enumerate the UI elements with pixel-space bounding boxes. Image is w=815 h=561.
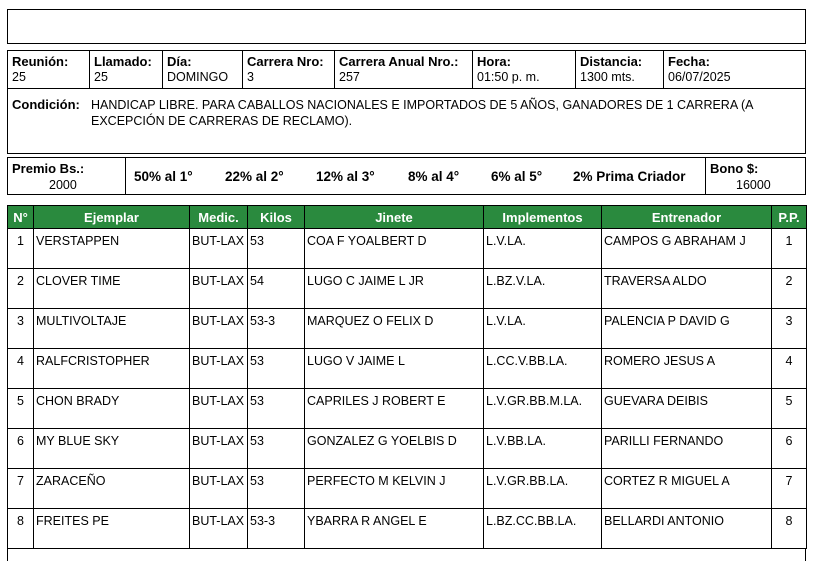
cell-kilos: 53-3 (248, 509, 305, 549)
cell-medic: BUT-LAX (190, 229, 248, 269)
cell-pp: 5 (772, 389, 807, 429)
carrera-anual-cell (335, 51, 473, 88)
reunion-label: Reunión: (12, 54, 69, 69)
header-entrenador: Entrenador (602, 206, 772, 229)
entries-table (7, 205, 807, 549)
carrera-value: 3 (247, 70, 254, 84)
header-medic: Medic. (190, 206, 248, 229)
cell-jinete: YBARRA R ANGEL E (305, 509, 484, 549)
cell-kilos: 53 (248, 469, 305, 509)
header-jinete: Jinete (305, 206, 484, 229)
cell-ejemplar: MULTIVOLTAJE (34, 309, 190, 349)
cell-ejemplar: RALFCRISTOPHER (34, 349, 190, 389)
reunion-value: 25 (12, 70, 26, 84)
table-row (8, 229, 807, 269)
cell-ejemplar: CLOVER TIME (34, 269, 190, 309)
prize-third: 12% al 3° (316, 169, 375, 184)
cell-ejemplar: CHON BRADY (34, 389, 190, 429)
cell-pp: 6 (772, 429, 807, 469)
dia-label: Día: (167, 54, 192, 69)
carrera-anual-value: 257 (339, 70, 360, 84)
prize-criador: 2% Prima Criador (573, 169, 686, 184)
cell-medic: BUT-LAX (190, 309, 248, 349)
cell-kilos: 53 (248, 349, 305, 389)
table-row (8, 389, 807, 429)
cell-medic: BUT-LAX (190, 269, 248, 309)
cell-implementos: L.CC.V.BB.LA. (484, 349, 602, 389)
prize-fourth: 8% al 4° (408, 169, 460, 184)
distancia-value: 1300 mts. (580, 70, 635, 84)
cell-ejemplar: VERSTAPPEN (34, 229, 190, 269)
hora-cell (473, 51, 576, 88)
hora-label: Hora: (477, 54, 511, 69)
cell-medic: BUT-LAX (190, 349, 248, 389)
table-row (8, 309, 807, 349)
prize-first: 50% al 1° (134, 169, 193, 184)
cell-jinete: LUGO V JAIME L (305, 349, 484, 389)
cell-implementos: L.V.BB.LA. (484, 429, 602, 469)
cell-kilos: 53 (248, 429, 305, 469)
condition-text: HANDICAP LIBRE. PARA CABALLOS NACIONALES E IMPORTADOS DE 5 AÑOS, GANADORES DE 1 CARRERA (A EXCEPCIÓN DE CARRERAS DE RECLAMO). (91, 98, 753, 128)
cell-pp: 1 (772, 229, 807, 269)
race-info-row (7, 50, 806, 89)
cell-entrenador: BELLARDI ANTONIO (602, 509, 772, 549)
cell-pp: 2 (772, 269, 807, 309)
bono-cell (705, 158, 805, 194)
prize-second: 22% al 2° (225, 169, 284, 184)
cell-ejemplar: FREITES PE (34, 509, 190, 549)
premio-value: 2000 (49, 178, 77, 192)
cell-medic: BUT-LAX (190, 429, 248, 469)
table-row (8, 469, 807, 509)
condition-box (7, 89, 806, 154)
fecha-cell (664, 51, 805, 88)
header-kilos: Kilos (248, 206, 305, 229)
fecha-label: Fecha: (668, 54, 710, 69)
cell-medic: BUT-LAX (190, 509, 248, 549)
hora-value: 01:50 p. m. (477, 70, 540, 84)
header-ejemplar: Ejemplar (34, 206, 190, 229)
cell-number: 7 (8, 469, 34, 509)
carrera-label: Carrera Nro: (247, 54, 324, 69)
table-row (8, 269, 807, 309)
table-header-row (8, 206, 807, 229)
header-pp: P.P. (772, 206, 807, 229)
cell-entrenador: PALENCIA P DAVID G (602, 309, 772, 349)
cell-entrenador: TRAVERSA ALDO (602, 269, 772, 309)
prize-fifth: 6% al 5° (491, 169, 543, 184)
premio-label: Premio Bs.: (12, 161, 85, 176)
cell-number: 6 (8, 429, 34, 469)
cell-jinete: GONZALEZ G YOELBIS D (305, 429, 484, 469)
llamado-label: Llamado: (94, 54, 152, 69)
bono-label: Bono $: (710, 161, 759, 176)
carrera-anual-label: Carrera Anual Nro.: (339, 54, 459, 69)
premio-cell (8, 158, 126, 194)
cell-medic: BUT-LAX (190, 389, 248, 429)
header-implementos: Implementos (484, 206, 602, 229)
cell-entrenador: CAMPOS G ABRAHAM J (602, 229, 772, 269)
condition-label: Condición: (12, 97, 80, 112)
cell-entrenador: GUEVARA DEIBIS (602, 389, 772, 429)
cell-number: 8 (8, 509, 34, 549)
cell-jinete: COA F YOALBERT D (305, 229, 484, 269)
bono-value: 16000 (736, 178, 771, 192)
cell-implementos: L.V.GR.BB.LA. (484, 469, 602, 509)
distancia-label: Distancia: (580, 54, 643, 69)
distancia-cell (576, 51, 664, 88)
cell-ejemplar: MY BLUE SKY (34, 429, 190, 469)
fecha-value: 06/07/2025 (668, 70, 731, 84)
cell-implementos: L.BZ.CC.BB.LA. (484, 509, 602, 549)
cell-implementos: L.BZ.V.LA. (484, 269, 602, 309)
cell-jinete: PERFECTO M KELVIN J (305, 469, 484, 509)
cell-entrenador: CORTEZ R MIGUEL A (602, 469, 772, 509)
race-title-box (7, 9, 806, 44)
header-number: N° (8, 206, 34, 229)
dia-value: DOMINGO (167, 70, 229, 84)
reunion-cell (8, 51, 90, 88)
cell-entrenador: ROMERO JESUS A (602, 349, 772, 389)
cell-number: 4 (8, 349, 34, 389)
cell-number: 2 (8, 269, 34, 309)
table-row (8, 429, 807, 469)
cell-pp: 7 (772, 469, 807, 509)
cell-medic: BUT-LAX (190, 469, 248, 509)
cell-implementos: L.V.LA. (484, 309, 602, 349)
cell-kilos: 54 (248, 269, 305, 309)
cell-number: 5 (8, 389, 34, 429)
cell-number: 1 (8, 229, 34, 269)
table-continuation (7, 549, 806, 561)
cell-implementos: L.V.GR.BB.M.LA. (484, 389, 602, 429)
cell-jinete: CAPRILES J ROBERT E (305, 389, 484, 429)
cell-pp: 8 (772, 509, 807, 549)
table-row (8, 349, 807, 389)
cell-kilos: 53 (248, 389, 305, 429)
cell-kilos: 53 (248, 229, 305, 269)
carrera-cell (243, 51, 335, 88)
cell-pp: 3 (772, 309, 807, 349)
prize-row (7, 157, 806, 195)
cell-ejemplar: ZARACEÑO (34, 469, 190, 509)
dia-cell (163, 51, 243, 88)
cell-number: 3 (8, 309, 34, 349)
llamado-value: 25 (94, 70, 108, 84)
cell-entrenador: PARILLI FERNANDO (602, 429, 772, 469)
cell-jinete: MARQUEZ O FELIX D (305, 309, 484, 349)
cell-jinete: LUGO C JAIME L JR (305, 269, 484, 309)
table-row (8, 509, 807, 549)
llamado-cell (90, 51, 163, 88)
cell-kilos: 53-3 (248, 309, 305, 349)
cell-implementos: L.V.LA. (484, 229, 602, 269)
cell-pp: 4 (772, 349, 807, 389)
